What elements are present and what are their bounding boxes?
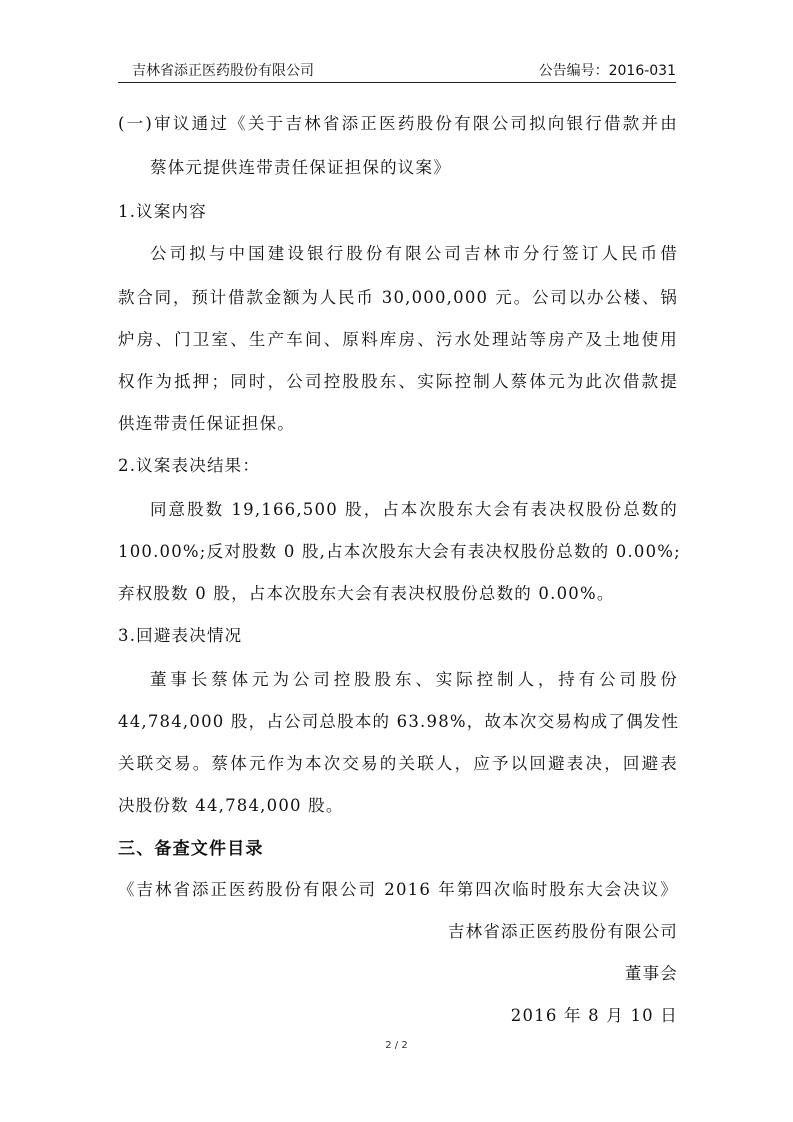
item3-line: 决股份数 44,784,000 股。 [118, 796, 344, 815]
item3-line: 董事长蔡体元为公司控股股东、实际控制人，持有公司股份 [150, 670, 678, 689]
item2-line: 弃权股数 0 股，占本次股东大会有表决权股份总数的 0.00%。 [118, 584, 615, 603]
item1-heading: 1.议案内容 [118, 202, 207, 221]
section3-heading: 三、备查文件目录 [118, 839, 264, 859]
page-number: 2 / 2 [385, 1040, 408, 1051]
signature-board: 董事会 [624, 964, 678, 983]
item3-line: 44,784,000 股，占公司总股本的 63.98%，故本次交易构成了偶发性 [118, 712, 680, 731]
item1-line: 炉房、门卫室、生产车间、原料库房、污水处理站等房产及土地使用 [118, 330, 678, 349]
resolution-title-line-2: 蔡体元提供连带责任保证担保的议案》 [150, 158, 451, 177]
signature-date: 2016 年 8 月 10 日 [510, 1006, 678, 1025]
item1-line: 供连带责任保证担保。 [118, 414, 295, 433]
item3-line: 关联交易。蔡体元作为本次交易的关联人，应予以回避表决，回避表 [118, 754, 678, 773]
page-header [118, 56, 676, 83]
signature-company: 吉林省添正医药股份有限公司 [447, 922, 678, 941]
item2-line: 同意股数 19,166,500 股，占本次股东大会有表决权股份总数的 [150, 500, 678, 519]
reference-document: 《吉林省添正医药股份有限公司 2016 年第四次临时股东大会决议》 [118, 880, 678, 899]
header-company: 吉林省添正医药股份有限公司 [132, 63, 314, 79]
item1-line: 权作为抵押；同时，公司控股股东、实际控制人蔡体元为此次借款提 [118, 372, 678, 391]
item1-line: 公司拟与中国建设银行股份有限公司吉林市分行签订人民币借 [150, 244, 678, 263]
header-announcement-number: 公告编号：2016-031 [538, 63, 676, 79]
item3-heading: 3.回避表决情况 [118, 626, 243, 645]
item2-line: 100.00%;反对股数 0 股,占本次股东大会有表决权股份总数的 0.00%; [118, 542, 681, 561]
item2-heading: 2.议案表决结果： [118, 456, 261, 475]
item1-line: 款合同，预计借款金额为人民币 30,000,000 元。公司以办公楼、锅 [118, 288, 678, 307]
resolution-title-line-1: (一)审议通过《关于吉林省添正医药股份有限公司拟向银行借款并由 [118, 114, 678, 133]
